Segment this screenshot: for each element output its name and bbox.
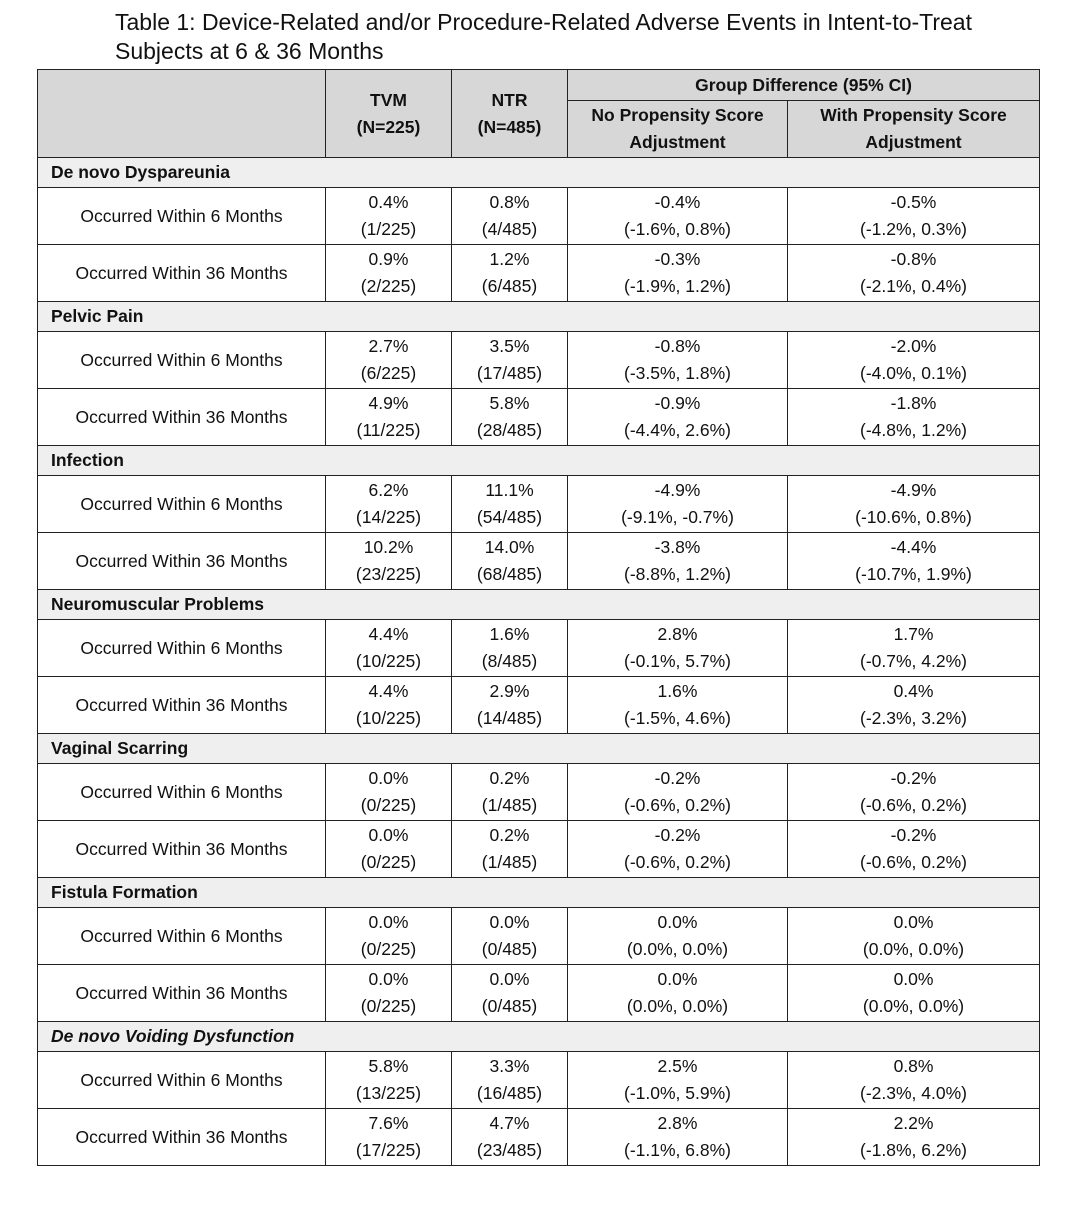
cell-value: 2.2% [893, 1113, 934, 1133]
ntr-cell [452, 476, 568, 533]
ntr-cell [452, 1052, 568, 1109]
table-row [38, 965, 1040, 1022]
with-propensity-cell [788, 1109, 1040, 1166]
tvm-cell [326, 245, 452, 302]
table-body [38, 158, 1040, 1166]
cell-detail: (-0.6%, 0.2%) [624, 795, 731, 815]
header-with-propensity-line2: Adjustment [865, 132, 962, 152]
cell-value: 0.0% [368, 768, 409, 788]
cell-detail: (6/225) [360, 363, 417, 383]
row-label: Occurred Within 36 Months [38, 1109, 326, 1166]
row-label: Occurred Within 36 Months [38, 821, 326, 878]
cell-detail: (-9.1%, -0.7%) [621, 507, 734, 527]
cell-value: 4.4% [368, 681, 409, 701]
cell-value: -3.8% [654, 537, 701, 557]
row-label: Occurred Within 6 Months [38, 908, 326, 965]
cell-detail: (-1.6%, 0.8%) [624, 219, 731, 239]
cell-value: 5.8% [368, 1056, 409, 1076]
header-group-difference: Group Difference (95% CI) [568, 70, 1040, 101]
cell-value: 4.4% [368, 624, 409, 644]
row-label: Occurred Within 6 Months [38, 476, 326, 533]
table-row [38, 677, 1040, 734]
cell-detail: (0/225) [360, 996, 417, 1016]
cell-detail: (28/485) [476, 420, 543, 440]
cell-detail: (-2.3%, 3.2%) [860, 708, 967, 728]
tvm-cell [326, 764, 452, 821]
cell-detail: (-0.7%, 4.2%) [860, 651, 967, 671]
cell-detail: (0/225) [360, 795, 417, 815]
row-label: Occurred Within 6 Months [38, 620, 326, 677]
cell-detail: (-1.1%, 6.8%) [624, 1140, 731, 1160]
header-no-propensity-line1: No Propensity Score [591, 105, 764, 125]
cell-value: 0.0% [893, 969, 934, 989]
table-row [38, 821, 1040, 878]
header-ntr [452, 70, 568, 158]
cell-value: 0.0% [368, 912, 409, 932]
cell-detail: (-4.8%, 1.2%) [860, 420, 967, 440]
cell-detail: (11/225) [356, 420, 421, 440]
no-propensity-cell [568, 677, 788, 734]
ntr-cell [452, 389, 568, 446]
cell-value: 7.6% [368, 1113, 409, 1133]
table-row [38, 188, 1040, 245]
table-row [38, 1109, 1040, 1166]
no-propensity-cell [568, 965, 788, 1022]
cell-detail: (1/225) [360, 219, 417, 239]
cell-value: 0.4% [893, 681, 934, 701]
tvm-cell [326, 677, 452, 734]
cell-value: -0.8% [890, 249, 937, 269]
header-no-propensity [568, 101, 788, 158]
table-row [38, 332, 1040, 389]
cell-detail: (-8.8%, 1.2%) [624, 564, 731, 584]
row-label: Occurred Within 6 Months [38, 764, 326, 821]
category-row [38, 878, 1040, 908]
ntr-cell [452, 764, 568, 821]
no-propensity-cell [568, 620, 788, 677]
row-label: Occurred Within 6 Months [38, 188, 326, 245]
with-propensity-cell [788, 533, 1040, 590]
tvm-cell [326, 965, 452, 1022]
category-row [38, 446, 1040, 476]
cell-detail: (68/485) [476, 564, 543, 584]
cell-value: -4.9% [890, 480, 937, 500]
cell-value: 0.8% [893, 1056, 934, 1076]
cell-value: -0.8% [654, 336, 701, 356]
category-label: Neuromuscular Problems [38, 590, 1040, 620]
cell-value: -2.0% [890, 336, 937, 356]
no-propensity-cell [568, 821, 788, 878]
table-caption: Table 1: Device-Related and/or Procedure-Related Adverse Events in Intent-to-Treat Subjects at 6 & 36 Months [115, 9, 972, 64]
cell-value: 4.7% [489, 1113, 530, 1133]
cell-value: 2.5% [657, 1056, 698, 1076]
cell-value: -0.4% [654, 192, 701, 212]
category-label: De novo Voiding Dysfunction [38, 1022, 1040, 1052]
header-tvm-n: (N=225) [356, 116, 421, 137]
row-label: Occurred Within 6 Months [38, 332, 326, 389]
with-propensity-cell [788, 476, 1040, 533]
cell-value: 6.2% [368, 480, 409, 500]
no-propensity-cell [568, 908, 788, 965]
cell-detail: (1/485) [481, 795, 538, 815]
cell-detail: (-2.3%, 4.0%) [860, 1083, 967, 1103]
tvm-cell [326, 476, 452, 533]
with-propensity-cell [788, 908, 1040, 965]
table-row [38, 245, 1040, 302]
cell-value: 4.9% [368, 393, 409, 413]
cell-value: 11.1% [485, 480, 534, 500]
cell-value: -4.4% [890, 537, 937, 557]
cell-value: -1.8% [890, 393, 937, 413]
cell-detail: (10/225) [355, 708, 422, 728]
cell-detail: (8/485) [481, 651, 538, 671]
cell-value: 0.0% [368, 825, 409, 845]
cell-value: 0.2% [489, 768, 530, 788]
cell-detail: (23/225) [355, 564, 422, 584]
row-label: Occurred Within 36 Months [38, 389, 326, 446]
ntr-cell [452, 533, 568, 590]
cell-value: 2.8% [657, 624, 698, 644]
tvm-cell [326, 533, 452, 590]
row-label: Occurred Within 6 Months [38, 1052, 326, 1109]
category-row [38, 590, 1040, 620]
cell-detail: (0/485) [481, 996, 538, 1016]
with-propensity-cell [788, 1052, 1040, 1109]
no-propensity-cell [568, 332, 788, 389]
cell-value: 0.0% [489, 912, 530, 932]
cell-detail: (-2.1%, 0.4%) [860, 276, 967, 296]
cell-detail: (54/485) [476, 507, 543, 527]
no-propensity-cell [568, 245, 788, 302]
cell-detail: (4/485) [481, 219, 538, 239]
cell-detail: (13/225) [355, 1083, 422, 1103]
category-row [38, 158, 1040, 188]
ntr-cell [452, 188, 568, 245]
cell-value: 3.5% [489, 336, 530, 356]
cell-value: 0.2% [489, 825, 530, 845]
category-label: Fistula Formation [38, 878, 1040, 908]
cell-detail: (17/225) [355, 1140, 422, 1160]
header-with-propensity-line1: With Propensity Score [820, 105, 1007, 125]
cell-detail: (2/225) [360, 276, 417, 296]
ntr-cell [452, 965, 568, 1022]
cell-value: -4.9% [654, 480, 701, 500]
adverse-events-table [37, 69, 1040, 1166]
tvm-cell [326, 389, 452, 446]
with-propensity-cell [788, 821, 1040, 878]
cell-value: -0.2% [890, 825, 937, 845]
with-propensity-cell [788, 965, 1040, 1022]
row-label: Occurred Within 36 Months [38, 965, 326, 1022]
cell-value: -0.2% [890, 768, 937, 788]
cell-detail: (6/485) [481, 276, 538, 296]
cell-value: 3.3% [489, 1056, 530, 1076]
ntr-cell [452, 620, 568, 677]
cell-detail: (-0.6%, 0.2%) [860, 795, 967, 815]
ntr-cell [452, 1109, 568, 1166]
header-ntr-label: NTR [491, 89, 528, 110]
cell-detail: (23/485) [476, 1140, 543, 1160]
cell-detail: (0.0%, 0.0%) [862, 996, 965, 1016]
cell-detail: (-1.2%, 0.3%) [860, 219, 967, 239]
cell-detail: (0/485) [481, 939, 538, 959]
cell-detail: (-0.6%, 0.2%) [860, 852, 967, 872]
cell-value: 0.0% [893, 912, 934, 932]
header-tvm-label: TVM [370, 89, 407, 110]
cell-value: 0.4% [368, 192, 409, 212]
cell-value: 0.0% [657, 969, 698, 989]
cell-detail: (1/485) [481, 852, 538, 872]
no-propensity-cell [568, 764, 788, 821]
cell-detail: (-1.8%, 6.2%) [860, 1140, 967, 1160]
tvm-cell [326, 188, 452, 245]
ntr-cell [452, 332, 568, 389]
cell-value: 10.2% [363, 537, 414, 557]
cell-detail: (-0.1%, 5.7%) [624, 651, 731, 671]
table-row [38, 533, 1040, 590]
cell-value: 2.9% [489, 681, 530, 701]
cell-detail: (14/485) [476, 708, 543, 728]
cell-detail: (0.0%, 0.0%) [862, 939, 965, 959]
header-blank-cell [38, 70, 326, 158]
with-propensity-cell [788, 245, 1040, 302]
cell-value: 0.0% [368, 969, 409, 989]
header-tvm [326, 70, 452, 158]
tvm-cell [326, 620, 452, 677]
cell-value: 1.7% [893, 624, 934, 644]
table-row [38, 764, 1040, 821]
ntr-cell [452, 908, 568, 965]
cell-detail: (0.0%, 0.0%) [626, 996, 729, 1016]
no-propensity-cell [568, 389, 788, 446]
table-row [38, 908, 1040, 965]
cell-detail: (0/225) [360, 852, 417, 872]
with-propensity-cell [788, 389, 1040, 446]
cell-value: 1.6% [489, 624, 530, 644]
with-propensity-cell [788, 332, 1040, 389]
table-row [38, 476, 1040, 533]
no-propensity-cell [568, 1109, 788, 1166]
cell-value: -0.2% [654, 825, 701, 845]
cell-value: 0.0% [489, 969, 530, 989]
category-label: De novo Dyspareunia [38, 158, 1040, 188]
cell-detail: (-10.7%, 1.9%) [855, 564, 972, 584]
ntr-cell [452, 821, 568, 878]
cell-value: 0.9% [368, 249, 409, 269]
cell-detail: (-1.9%, 1.2%) [624, 276, 731, 296]
table-row [38, 620, 1040, 677]
category-row [38, 1022, 1040, 1052]
cell-value: -0.3% [654, 249, 701, 269]
category-label: Vaginal Scarring [38, 734, 1040, 764]
category-label: Infection [38, 446, 1040, 476]
with-propensity-cell [788, 188, 1040, 245]
cell-detail: (14/225) [355, 507, 422, 527]
cell-detail: (-4.4%, 2.6%) [624, 420, 731, 440]
cell-value: 5.8% [489, 393, 530, 413]
with-propensity-cell [788, 677, 1040, 734]
table-row [38, 389, 1040, 446]
no-propensity-cell [568, 188, 788, 245]
cell-detail: (17/485) [476, 363, 543, 383]
tvm-cell [326, 908, 452, 965]
row-label: Occurred Within 36 Months [38, 677, 326, 734]
ntr-cell [452, 677, 568, 734]
cell-value: 2.7% [368, 336, 409, 356]
with-propensity-cell [788, 620, 1040, 677]
cell-detail: (0/225) [360, 939, 417, 959]
cell-detail: (-1.0%, 5.9%) [624, 1083, 731, 1103]
cell-value: 2.8% [657, 1113, 698, 1133]
cell-value: 0.0% [657, 912, 698, 932]
table-row [38, 1052, 1040, 1109]
tvm-cell [326, 1109, 452, 1166]
cell-value: -0.2% [654, 768, 701, 788]
row-label: Occurred Within 36 Months [38, 533, 326, 590]
header-with-propensity [788, 101, 1040, 158]
tvm-cell [326, 1052, 452, 1109]
no-propensity-cell [568, 1052, 788, 1109]
cell-detail: (0.0%, 0.0%) [626, 939, 729, 959]
cell-detail: (-3.5%, 1.8%) [624, 363, 731, 383]
tvm-cell [326, 821, 452, 878]
cell-value: -0.9% [654, 393, 701, 413]
cell-detail: (-4.0%, 0.1%) [860, 363, 967, 383]
cell-value: 1.2% [489, 249, 530, 269]
no-propensity-cell [568, 476, 788, 533]
cell-detail: (10/225) [355, 651, 422, 671]
cell-value: 14.0% [484, 537, 535, 557]
cell-detail: (-1.5%, 4.6%) [624, 708, 731, 728]
cell-value: -0.5% [890, 192, 937, 212]
category-row [38, 734, 1040, 764]
category-row [38, 302, 1040, 332]
with-propensity-cell [788, 764, 1040, 821]
tvm-cell [326, 332, 452, 389]
cell-value: 1.6% [657, 681, 698, 701]
cell-detail: (-10.6%, 0.8%) [855, 507, 972, 527]
category-label: Pelvic Pain [38, 302, 1040, 332]
ntr-cell [452, 245, 568, 302]
row-label: Occurred Within 36 Months [38, 245, 326, 302]
header-ntr-n: (N=485) [477, 116, 542, 137]
cell-detail: (-0.6%, 0.2%) [624, 852, 731, 872]
cell-detail: (16/485) [476, 1083, 543, 1103]
no-propensity-cell [568, 533, 788, 590]
cell-value: 0.8% [489, 192, 530, 212]
header-no-propensity-line2: Adjustment [629, 132, 726, 152]
